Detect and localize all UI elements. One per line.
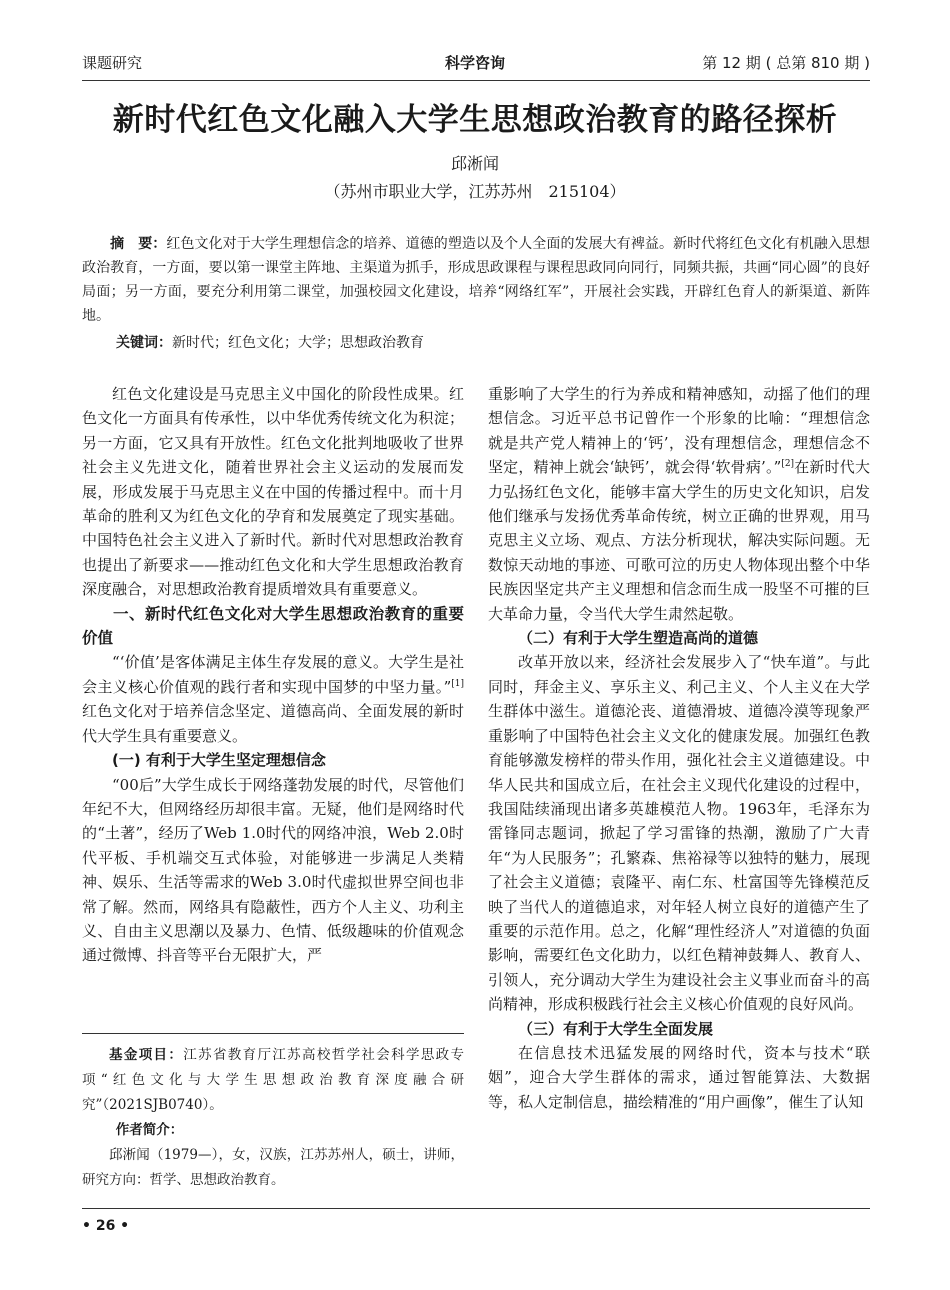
subsection-heading: （三）有利于大学生全面发展 [518,1019,714,1038]
article-author: 邱淅闻 [450,154,499,173]
body-column-right [488,382,870,1114]
paragraph: 改革开放以来，经济社会发展步入了“快车道”。与此同时，拜金主义、享乐主义、利己主义、个人主义在大学生群体中滋生。道德沦丧、道德滑坡、道德冷漠等现象严重影响了中国特色社会主义文化的健康发展。加强红色教育能够激发榜样的带头作用，强化社会主义道德建设。中华人民共和国成立后，在社会主义现代化建设的过程中，我国陆续涌现出诸多英雄模范人物。1963年，毛泽东为雷锋同志题词，掀起了学习雷锋的热潮，激励了广大青年“为人民服务”；孔繁森、焦裕禄等以独特的魅力，展现了社会主义道德；袁隆平、南仁东、杜富国等先锋模范反映了当代人的道德追求，对年轻人树立良好的道德产生了重要的示范作用。总之，化解“理性经济人”对道德的负面影响，需要红色文化助力，以红色精神鼓舞人、教育人、引领人，充分调动大学生为建设社会主义事业而奋斗的高尚精神，形成积极践行社会主义核心价值观的良好风尚。 [488,653,870,1014]
body-column-left [82,382,464,968]
subsection-heading: (一) 有利于大学生坚定理想信念 [112,751,326,770]
abstract-label: 摘 要： [110,236,167,252]
bio-text: 邱淅闻（1979—），女，汉族，江苏苏州人，硕士，讲师，研究方向：哲学、思想政治教育。 [82,1147,464,1188]
subsection-heading: （二）有利于大学生塑造高尚的道德 [518,629,759,648]
abstract [82,232,870,328]
paragraph: 红色文化建设是马克思主义中国化的阶段性成果。红色文化一方面具有传承性，以中华优秀传统文化为积淀；另一方面，它又具有开放性。红色文化批判地吸收了世界社会主义先进文化，随着世界社会主义运动的发展而发展，形成发展于马克思主义在中国的传播过程中。而十月革命的胜利又为红色文化的孕育和发展奠定了现实基础。中国特色社会主义进入了新时代。新时代对思想政治教育也提出了新要求——推动红色文化和大学生思想政治教育深度融合，对思想政治教育提质增效具有重要意义。 [82,385,464,599]
bio-label: 作者简介： [115,1122,184,1138]
page-number: • 26 • [82,1218,130,1234]
paragraph: “‘价值’是客体满足主体生存发展的意义。大学生是社会主义核心价值观的践行者和实现中国梦的中坚力量。”[1]红色文化对于培养信念坚定、道德高尚、全面发展的新时代大学生具有重要意义。 [82,653,464,745]
footer-divider [82,1208,870,1209]
keywords-label: 关键词： [116,335,172,351]
header-divider [82,80,870,81]
paragraph: 重影响了大学生的行为养成和精神感知，动摇了他们的理想信念。习近平总书记曾作一个形象的比喻：“理想信念就是共产党人精神上的‘钙’，没有理想信念，理想信念不坚定，精神上就会‘缺钙’，就会得‘软骨病’。”[2]在新时代大力弘扬红色文化，能够丰富大学生的历史文化知识，启发他们继承与发扬优秀革命传统，树立正确的世界观，用马克思主义立场、观点、方法分析现状，解决实际问题。无数惊天动地的事迹、可歌可泣的历史人物体现出整个中华民族因坚定共产主义理想和信念而生成一股坚不可摧的巨大革命力量，令当代大学生肃然起敬。 [488,385,870,623]
paragraph: “00后”大学生成长于网络蓬勃发展的时代，尽管他们年纪不大，但网络经历却很丰富。无疑，他们是网络时代的“土著”，经历了Web 1.0时代的网络冲浪，Web 2.0时代平板、手机端交互式体验，对能够进一步满足人类精神、娱乐、生活等需求的Web 3.0时代虚拟世界空间也非常了解。然而，网络具有隐蔽性，西方个人主义、功利主义、自由主义思潮以及暴力、色情、低级趣味的价值观念通过微博、抖音等平台无限扩大，严 [82,775,464,965]
citation-ref: [2] [781,459,795,470]
fund-info: 基金项目：江苏省教育厅江苏高校哲学社会科学思政专项“红色文化与大学生思想政治教育深度融合研究”（2021SJB0740）。 [82,1047,465,1113]
running-header-issue: 第 12 期 ( 总第 810 期 ) [702,54,870,72]
section-heading: 一、新时代红色文化对大学生思想政治教育的重要价值 [82,604,464,648]
author-affiliation: （苏州市职业大学，江苏苏州 215104） [324,182,626,201]
running-header-journal: 科学咨询 [444,54,505,72]
running-header-section: 课题研究 [82,54,143,72]
paragraph: 在信息技术迅猛发展的网络时代，资本与技术“联姻”，迎合大学生群体的需求，通过智能算法、大数据等，私人定制信息，描绘精准的“用户画像”，催生了认知 [488,1043,870,1111]
footnote [82,1043,464,1193]
keywords [116,331,870,355]
keywords-text: 新时代；红色文化；大学；思想政治教育 [172,335,424,351]
abstract-text: 红色文化对于大学生理想信念的培养、道德的塑造以及个人全面的发展大有裨益。新时代将红色文化有机融入思想政治教育，一方面，要以第一课堂主阵地、主渠道为抓手，形成思政课程与课程思政同向同行，同频共振，共画“同心圆”的良好局面；另一方面，要充分利用第二课堂，加强校园文化建设，培养“网络红军”，开展社会实践，开辟红色育人的新渠道、新阵地。 [82,236,871,324]
footnote-divider [82,1033,464,1034]
article-title: 新时代红色文化融入大学生思想政治教育的路径探析 [112,102,838,138]
citation-ref: [1] [451,678,464,689]
